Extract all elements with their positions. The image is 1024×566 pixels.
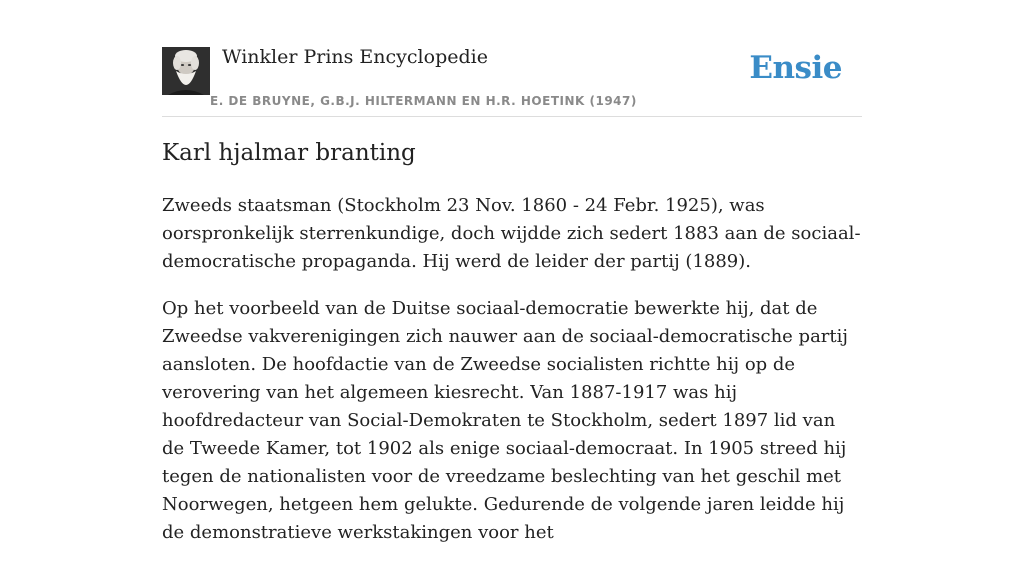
portrait-icon — [162, 47, 210, 95]
article-paragraph: Zweeds staatsman (Stockholm 23 Nov. 1860 - 24 Febr. 1925), was oorspronkelijk sterrenkundige, doch wijdde zich sedert 1883 aan de sociaal-democratische propaganda. Hij werd de leider der partij (1889). — [162, 195, 861, 272]
article-paragraph: Op het voorbeeld van de Duitse sociaal-democratie bewerkte hij, dat de Zweedse vakverenigingen zich nauwer aan de sociaal-democratische partij aansloten. De hoofdactie van de Zweedse socialisten richtte hij op de verovering van het algemeen kiesrecht. Van 1887-1917 was hij hoofdredacteur van Social-Demokraten te Stockholm, sedert 1897 lid van de Tweede Kamer, tot 1902 als enige sociaal-democraat. In 1905 streed hij tegen de nationalisten voor de vreedzame beslechting van het geschil met Noorwegen, hetgeen hem gelukte. Gedurende de volgende jaren leidde hij de demonstratieve werkstakingen voor het — [162, 298, 848, 543]
site-header — [162, 0, 862, 117]
article-body — [162, 192, 862, 566]
source-authors: E. DE BRUYNE, G.B.J. HILTERMANN EN H.R. HOETINK (1947) — [210, 94, 637, 108]
site-name[interactable]: Winkler Prins Encyclopedie — [222, 46, 488, 68]
author-avatar — [162, 47, 210, 95]
page — [162, 0, 862, 543]
article-title: Karl hjalmar branting — [162, 140, 416, 166]
ensie-logo[interactable]: Ensie — [749, 50, 842, 86]
